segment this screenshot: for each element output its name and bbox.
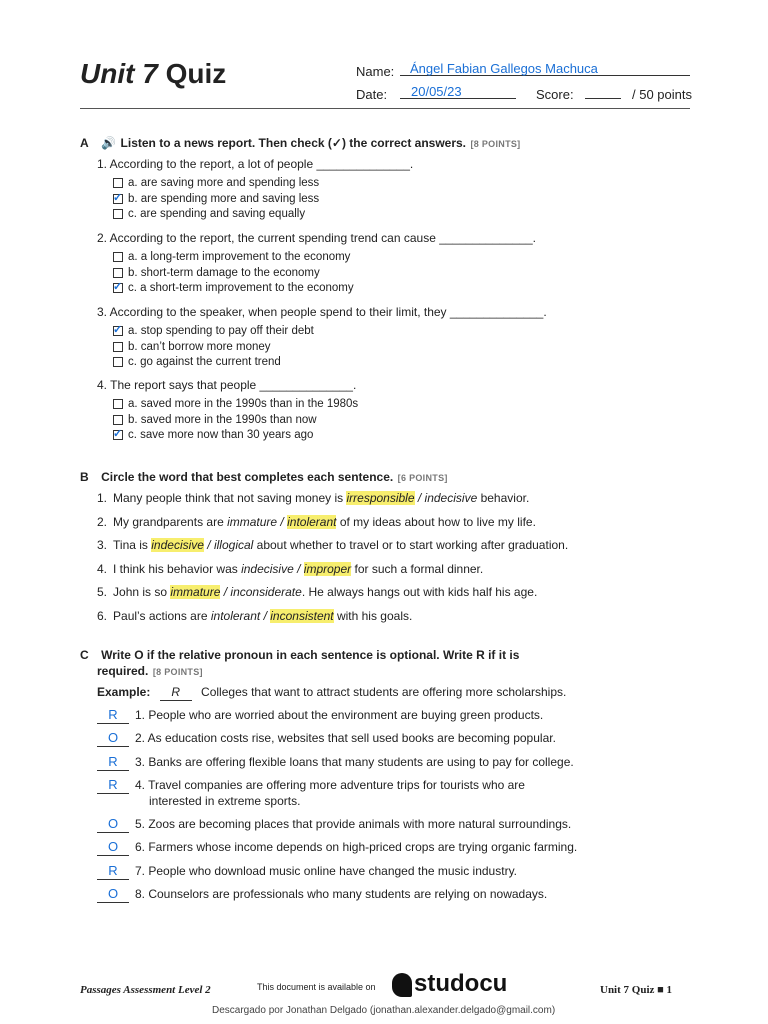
section-letter: B	[80, 470, 89, 484]
checkbox[interactable]	[113, 357, 123, 367]
section-letter: A	[80, 136, 89, 150]
answer-option[interactable]	[113, 429, 313, 441]
checkbox[interactable]	[113, 252, 123, 262]
answer-blank[interactable]: O	[97, 840, 129, 856]
word-choice-2[interactable]: illogical	[213, 538, 254, 552]
relative-pronoun-item	[97, 731, 556, 747]
sentence-end: about whether to travel or to start working after graduation.	[253, 538, 569, 552]
speaker-icon[interactable]: 🔊	[101, 136, 117, 150]
word-separator: /	[220, 585, 231, 599]
checkbox[interactable]	[113, 399, 123, 409]
word-choice-2[interactable]: indecisive	[424, 491, 478, 505]
word-choice-1[interactable]: indecisive	[151, 538, 204, 552]
answer-blank[interactable]: R	[97, 708, 129, 724]
studocu-logo-icon	[392, 973, 412, 997]
item-text: 1. People who are worried about the environment are buying green products.	[135, 708, 544, 722]
date-label: Date:	[356, 87, 388, 102]
item-number: 6.	[97, 608, 108, 623]
answer-option[interactable]	[113, 193, 319, 205]
answer-option[interactable]	[113, 356, 281, 368]
answer-blank[interactable]: O	[97, 817, 129, 833]
word-choice-1[interactable]: immature	[170, 585, 221, 599]
word-separator: /	[260, 608, 271, 623]
answer-option[interactable]	[113, 267, 320, 279]
answer-blank[interactable]: O	[97, 731, 129, 747]
word-choice-1[interactable]: immature	[227, 514, 278, 529]
sentence-item	[97, 585, 537, 599]
item-text: 4. Travel companies are offering more adventure trips for tourists who are	[135, 778, 525, 792]
option-label: a. saved more in the 1990s than in the 1980s	[128, 398, 359, 410]
sentence-start: Paul’s actions are	[113, 608, 211, 623]
example-label: Example:	[97, 685, 151, 699]
word-separator: /	[414, 491, 425, 505]
studocu-logo[interactable]	[392, 970, 507, 998]
score-label: Score:	[536, 87, 574, 102]
sentence-item	[97, 562, 483, 576]
item-text: 7. People who download music online have changed the music industry.	[135, 864, 518, 878]
answer-option[interactable]	[113, 251, 350, 263]
option-label: b. can’t borrow more money	[128, 340, 271, 353]
footer-page-label: Unit 7 Quiz ■ 1	[600, 984, 673, 996]
word-choice-1[interactable]: intolerant	[210, 608, 261, 623]
relative-pronoun-item	[97, 817, 571, 833]
page-title	[80, 58, 226, 90]
footer-available: This document is available on	[257, 982, 376, 992]
relative-pronoun-item	[97, 708, 543, 724]
answer-option[interactable]	[113, 208, 305, 220]
section-a-heading	[80, 134, 520, 152]
item-number: 1.	[97, 491, 108, 505]
checkbox[interactable]	[113, 430, 123, 440]
header-divider	[80, 108, 690, 109]
word-separator: /	[277, 514, 288, 529]
section-b-heading	[80, 468, 448, 486]
answer-blank[interactable]: O	[97, 887, 129, 903]
answer-option[interactable]	[113, 398, 358, 410]
sentence-end: of my ideas about how to live my life.	[336, 514, 536, 529]
word-separator: /	[293, 561, 304, 576]
item-number: 4.	[97, 561, 108, 576]
checkbox[interactable]	[113, 178, 123, 188]
title-quiz: Quiz	[165, 58, 227, 89]
answer-option[interactable]	[113, 325, 314, 337]
footer-book-title: Passages Assessment Level 2	[80, 984, 211, 996]
option-label: b. short-term damage to the economy	[128, 266, 320, 279]
item-number: 2.	[97, 514, 108, 529]
item-text: 2. As education costs rise, websites that sell used books are becoming popular.	[135, 731, 556, 745]
sentence-end: behavior.	[477, 491, 530, 505]
score-field[interactable]	[585, 82, 621, 99]
answer-option[interactable]	[113, 177, 319, 189]
answer-option[interactable]	[113, 282, 354, 294]
sentence-start: John is so	[113, 585, 171, 599]
checkmark-icon: ✓	[113, 281, 123, 293]
item-text-cont: interested in extreme sports.	[149, 794, 301, 808]
sentence-item	[97, 538, 568, 552]
relative-pronoun-item	[97, 864, 517, 880]
word-choice-2[interactable]: improper	[303, 561, 352, 576]
checkmark-icon: ✓	[113, 428, 123, 440]
example-row	[97, 685, 566, 701]
item-text: 3. Banks are offering flexible loans that many students are using to pay for college.	[135, 755, 574, 769]
sentence-end: . He always hangs out with kids half his age.	[301, 585, 538, 599]
name-label: Name:	[356, 64, 395, 79]
studocu-brand: studocu	[414, 970, 508, 997]
question-text: 4. The report says that people ______________.	[97, 378, 357, 392]
footer-download-note: Descargado por Jonathan Delgado (jonathan.alexander.delgado@gmail.com)	[212, 1005, 556, 1016]
relative-pronoun-item	[97, 887, 547, 903]
word-choice-2[interactable]: intolerant	[287, 514, 337, 529]
sentence-end: with his goals.	[333, 608, 413, 623]
word-choice-2[interactable]: inconsistent	[270, 608, 334, 623]
question-text: 1. According to the report, a lot of people ______________.	[97, 157, 414, 171]
checkbox[interactable]	[113, 191, 123, 204]
option-label: c. save more now than 30 years ago	[128, 429, 314, 441]
checkmark-icon: ✓	[113, 191, 123, 204]
option-label: c. a short-term improvement to the economy	[128, 282, 354, 294]
option-label: c. go against the current trend	[128, 356, 281, 368]
name-value: Ángel Fabian Gallegos Machuca	[410, 61, 598, 76]
checkbox[interactable]	[113, 326, 123, 336]
name-field[interactable]	[400, 59, 690, 76]
word-choice-2[interactable]: inconsiderate	[230, 585, 302, 599]
checkbox[interactable]	[113, 209, 123, 219]
option-label: b. saved more in the 1990s than now	[128, 413, 317, 426]
option-label: a. are saving more and spending less	[128, 177, 320, 189]
relative-pronoun-item	[97, 840, 577, 856]
sentence-item	[97, 609, 412, 623]
item-text: 8. Counselors are professionals who many students are relying on nowadays.	[135, 887, 548, 901]
question-text: 2. According to the report, the current spending trend can cause ______________.	[97, 231, 536, 245]
sentence-end: for such a formal dinner.	[351, 561, 484, 576]
sentence-start: My grandparents are	[113, 514, 228, 529]
score-total: / 50 points	[632, 87, 692, 102]
checkbox[interactable]	[113, 415, 123, 425]
checkbox[interactable]	[113, 342, 123, 352]
sentence-start: Tina is	[113, 538, 152, 552]
section-points: [6 POINTS]	[397, 473, 448, 483]
section-points: [8 POINTS]	[152, 667, 203, 677]
section-instruction: Listen to a news report. Then check (✓) the correct answers.	[120, 136, 467, 150]
section-instruction-cont: required.	[97, 664, 149, 678]
section-instruction: Circle the word that best completes each sentence.	[101, 470, 394, 484]
sentence-item	[97, 491, 529, 505]
answer-blank[interactable]: R	[97, 864, 129, 880]
sentence-item	[97, 515, 536, 529]
title-unit: Unit 7	[80, 58, 158, 89]
option-label: a. stop spending to pay off their debt	[128, 325, 314, 337]
option-label: c. are spending and saving equally	[128, 208, 306, 220]
option-label: a. a long-term improvement to the economy	[128, 251, 351, 263]
example-text: Colleges that want to attract students are offering more scholarships.	[201, 685, 567, 699]
answer-option[interactable]	[113, 414, 317, 426]
item-text: 6. Farmers whose income depends on high-priced crops are trying organic farming.	[135, 840, 578, 854]
answer-option[interactable]	[113, 341, 271, 353]
answer-blank[interactable]: R	[97, 778, 129, 794]
sentence-start: Many people think that not saving money is	[113, 491, 347, 505]
sentence-start: I think his behavior was	[113, 561, 242, 576]
question-text: 3. According to the speaker, when people spend to their limit, they ______________.	[97, 305, 547, 319]
checkmark-icon: ✓	[113, 324, 123, 336]
relative-pronoun-item	[97, 778, 525, 794]
answer-blank[interactable]: R	[97, 755, 129, 771]
word-choice-1[interactable]: irresponsible	[346, 491, 415, 505]
section-c-heading-cont	[97, 662, 203, 680]
option-label: b. are spending more and saving less	[128, 192, 320, 205]
date-value: 20/05/23	[411, 84, 462, 99]
section-letter: C	[80, 648, 89, 662]
example-answer: R	[160, 685, 192, 701]
checkbox[interactable]	[113, 268, 123, 278]
section-points: [8 POINTS]	[470, 139, 521, 149]
checkbox[interactable]	[113, 283, 123, 293]
relative-pronoun-item	[97, 755, 574, 771]
item-text: 5. Zoos are becoming places that provide animals with more natural surroundings.	[135, 817, 572, 831]
date-field[interactable]	[400, 82, 516, 99]
word-choice-1[interactable]: indecisive	[241, 561, 294, 576]
word-separator: /	[203, 538, 214, 552]
item-number: 3.	[97, 538, 108, 552]
item-number: 5.	[97, 585, 108, 599]
section-instruction: Write O if the relative pronoun in each sentence is optional. Write R if it is	[101, 648, 520, 662]
